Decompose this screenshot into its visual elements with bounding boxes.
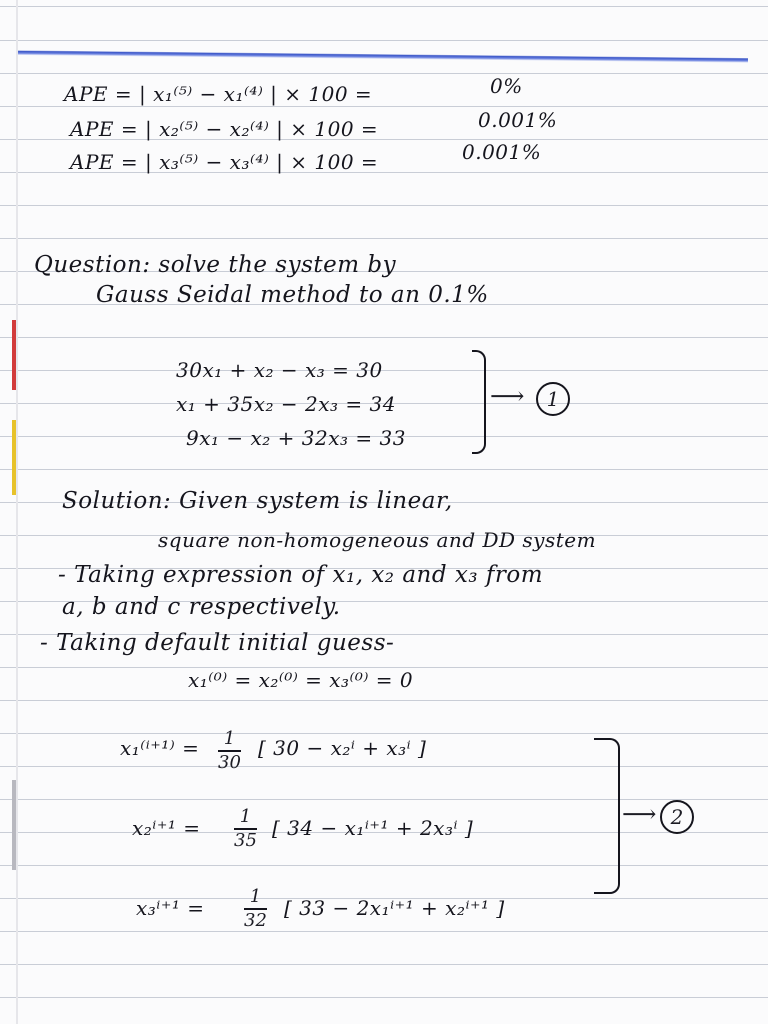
page-margin: [16, 0, 18, 1024]
solution-line-2: square non-homogeneous and DD system: [158, 528, 597, 552]
question-line-2: Gauss Seidal method to an 0.1%: [96, 282, 489, 308]
fraction-denominator: 30: [218, 752, 241, 773]
initial-guess: x₁⁽⁰⁾ = x₂⁽⁰⁾ = x₃⁽⁰⁾ = 0: [188, 668, 414, 692]
iteration-rhs-2: [ 34 − x₁ⁱ⁺¹ + 2x₃ⁱ ]: [272, 816, 474, 840]
fraction-1: [218, 728, 241, 774]
equation-label-2: 2: [660, 800, 694, 834]
fraction-numerator: 1: [218, 728, 241, 752]
margin-mark: [12, 420, 16, 495]
question-line-1: Question: solve the system by: [34, 252, 397, 278]
ape-line-2: APE = | x₂⁽⁵⁾ − x₂⁽⁴⁾ | × 100 =: [70, 117, 379, 141]
iteration-rhs-1: [ 30 − x₂ⁱ + x₃ⁱ ]: [258, 736, 427, 760]
ape-line-3: APE = | x₃⁽⁵⁾ − x₃⁽⁴⁾ | × 100 =: [70, 150, 379, 174]
fraction-denominator: 35: [234, 830, 257, 851]
margin-mark: [12, 320, 16, 390]
system-bracket: [472, 350, 486, 454]
iteration-rhs-3: [ 33 − 2x₁ⁱ⁺¹ + x₂ⁱ⁺¹ ]: [284, 896, 505, 920]
iteration-lhs-1: x₁⁽ⁱ⁺¹⁾ =: [120, 736, 200, 760]
fraction-3: [244, 886, 267, 932]
iteration-bracket: [594, 738, 620, 894]
equation-1: 30x₁ + x₂ − x₃ = 30: [176, 358, 383, 382]
solution-line-4: a, b and c respectively.: [62, 594, 341, 620]
solution-line-3: - Taking expression of x₁, x₂ and x₃ from: [58, 562, 544, 588]
iteration-lhs-3: x₃ⁱ⁺¹ =: [136, 896, 205, 920]
fraction-numerator: 1: [244, 886, 267, 910]
equation-2: x₁ + 35x₂ − 2x₃ = 34: [176, 392, 396, 416]
arrow-icon: ⟶: [490, 382, 525, 410]
solution-line-5: - Taking default initial guess-: [40, 630, 395, 656]
fraction-numerator: 1: [234, 806, 257, 830]
arrow-icon: ⟶: [622, 800, 657, 828]
ape-value-3: 0.001%: [462, 140, 542, 164]
solution-line-1: Solution: Given system is linear,: [62, 488, 453, 514]
equation-label-1: 1: [536, 382, 570, 416]
fraction-denominator: 32: [244, 910, 267, 931]
ape-value-1: 0%: [490, 74, 523, 98]
iteration-lhs-2: x₂ⁱ⁺¹ =: [132, 816, 201, 840]
ape-value-2: 0.001%: [478, 108, 558, 132]
ape-line-1: APE = | x₁⁽⁵⁾ − x₁⁽⁴⁾ | × 100 =: [64, 82, 373, 106]
equation-3: 9x₁ − x₂ + 32x₃ = 33: [186, 426, 406, 450]
fraction-2: [234, 806, 257, 852]
page-top-edge: [18, 42, 748, 70]
margin-mark: [12, 780, 16, 870]
